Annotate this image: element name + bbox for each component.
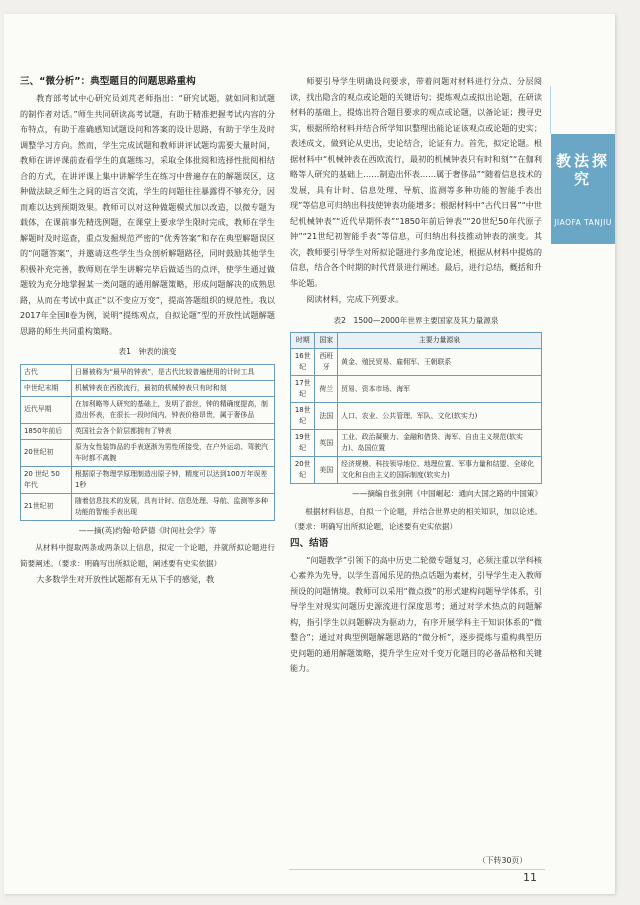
- table-clock-evolution: [20, 364, 275, 521]
- table1-desc-cell: 英国社会各个阶层都拥有了钟表: [72, 423, 275, 439]
- table2-country-cell: 西班牙: [315, 349, 338, 376]
- body-paragraph: 教育部考试中心研究员刘芃老师指出：“研究试题，就如同和试题的制作者对话。”师生共同研读高考试题，有助于精准把握考试内容的分布特点，有助于准确感知试题设问和答案的设计思路，有助于学生及时调整学习方向。然而，学生完成试题和教师讲评试题均需要大量时间，教师在讲评课前查看学生的真题练习，采取全体批阅和选择性批阅相结合的方式，在讲评课上集中讲解学生在练习中普遍存在的解题误区，这种做法缺乏师生之间的语言交流，学生的问题往往暴露得不够充分，因而难以达到预期效果。教师可以对这种做题模式加以改造，以微专题为载体，在课前事先精选例题，在课堂上要求学生限时完成，教师在学生解题时及时巡查，重点发掘规范严密的“优秀答案”和存在典型解题误区的“问题答案”，并邀请这些学生当众剖析解题路径，同时鼓励其他学生积极补充完善，教师则在学生讲解完毕后做适当的点评，使学生通过做题较为充分地掌握某一类问题的通用解题策略，形成问题解决的成熟思路，从而在考试中真正“以不变应万变”，提高答题组织的规范性。我以2017年全国Ⅱ卷为例，说明“提练观点，自拟论题”型的开放性试题解题思路的师生共同重构策略。: [20, 93, 275, 336]
- table2-country-cell: 荷兰: [315, 376, 338, 403]
- table2-row: [291, 349, 542, 376]
- table1-desc-cell: 根据原子物理学原理制造出原子钟，精度可以达到100万年误差1秒: [72, 466, 275, 493]
- conclusion-paragraph: “问题教学”引领下的高中历史二轮微专题复习，必须注重以学科核心素养为先导，以学生喜闻乐见的热点话题为素材，引导学生走入教师预设的问题情境。教师可以采用“微点拨”的形式建构问题导学体系，引导学生对现实问题历史源流进行深度思考；通过对学术热点的问题解构，指引学生以问题解决为驱动力，有序开展学科主干知识体系的“微整合”；通过对典型例题解题思路的“微分析”，逐步提炼与重构典型历史问题的通用解题策略，提升学生应对千变万化题目的必备品格和关键能力。: [290, 554, 542, 673]
- table1-era-cell: 古代: [21, 364, 72, 380]
- table1-era-cell: 20 世纪 50 年代: [21, 466, 72, 493]
- table1-era-cell: 1850年前后: [21, 423, 72, 439]
- table1-row: [21, 396, 275, 423]
- sidebar-divider: [550, 86, 615, 134]
- table2-country-cell: 美国: [315, 457, 338, 484]
- table1-source: ——摘(英)约翰·哈萨德《时间社会学》等: [78, 525, 217, 535]
- table2-source-cell: 黄金、殖民贸易、雇佣军、王朝联系: [338, 349, 542, 376]
- section-heading-3: 三、“微分析”：典型题目的问题思路重构: [20, 76, 196, 87]
- table1-row: [21, 466, 275, 493]
- table2-row: [291, 457, 542, 484]
- table1-era-cell: 中世纪末期: [21, 380, 72, 396]
- table2-source: ——摘编自张剑荆《中国崛起：通向大国之路的中国策》: [352, 489, 542, 498]
- read-prompt: 阅读材料，完成下列要求。: [306, 294, 404, 304]
- continued-note: （下转30页）: [478, 856, 527, 865]
- column-sidebar: [551, 134, 615, 244]
- table1-row: [21, 439, 275, 466]
- table2-period-cell: 18世纪: [291, 403, 315, 430]
- table2-row: [291, 403, 542, 430]
- table2-source-cell: 经济规模、科技领导地位、地理位置、军事力量和结盟、全球化文化和自由主义的国际制度(软实力): [338, 457, 542, 484]
- table2-period-cell: 19世纪: [291, 430, 315, 457]
- left-column: [20, 74, 275, 589]
- footer-rule: [289, 869, 545, 870]
- table2-country-cell: 英国: [315, 430, 338, 457]
- table2-period-cell: 20世纪: [291, 457, 315, 484]
- table1-era-cell: 近代早期: [21, 396, 72, 423]
- table1-desc-cell: 日晷被称为“最早的钟表”，是古代比较普遍使用的计时工具: [72, 364, 275, 380]
- table1-row: [21, 380, 275, 396]
- table1-desc-cell: 随着信息技术的发展，具有计时、信息处理、导航、监测等多种功能的智能手表出现: [72, 493, 275, 520]
- table2-period-cell: 16世纪: [291, 349, 315, 376]
- question-text: 从材料中提取两条或两条以上信息，拟定一个论题，并就所拟论题进行简要阐述。（要求：明确写出所拟论题，阐述要有史实依据）: [20, 543, 275, 568]
- journal-page: [4, 14, 615, 894]
- table2-caption: 表2 1500—2000年世界主要国家及其力量源泉: [333, 315, 499, 325]
- table2-header-country: 国家: [315, 333, 338, 349]
- page-number: 11: [523, 871, 537, 884]
- table2-source-cell: 人口、农业、公共管理、军队、文化(软实力): [338, 403, 542, 430]
- column-logo: 教法探究: [555, 152, 610, 188]
- table2-header-period: 时期: [291, 333, 315, 349]
- table1-era-cell: 21世纪初: [21, 493, 72, 520]
- right-column: [290, 74, 542, 678]
- body-paragraph-2: 大多数学生对开放性试题都有无从下手的感觉，教: [36, 574, 215, 584]
- table1-row: [21, 493, 275, 520]
- table2-row: [291, 430, 542, 457]
- table1-desc-cell: 原为女性装饰品的手表逐渐为男性所接受，在户外运动、驾驶汽车时都不离腕: [72, 439, 275, 466]
- table2-row: [291, 376, 542, 403]
- table1-caption: 表1 钟表的演变: [118, 347, 177, 356]
- table1-row: [21, 364, 275, 380]
- body-paragraph-right: 师要引导学生明确设问要求，带着问题对材料进行分点、分层阅读，找出隐含的观点或论题的关键语句；提炼观点或拟出论题，在研读材料的基础上，提炼出符合题目要求的观点或论题，以备论证；搜寻史实，根据所给材料并结合所学知识整理出能论证该观点或论题的史实；表述成文，做到论从史出，史论结合，论证有力。首先，拟定论题。根据材料中“机械钟表在西欧流行，最初的机械钟表只有时和刻”“在伽利略等人研究的基础上……制造出怀表……属于奢侈品”“随着信息技术的发展，具有计时、信息处理、导航、监测等多种功能的智能手表出现”等信息可归纳出科技使钟表功能增多；根据材料中“古代日晷”“中世纪机械钟表”“近代早期怀表”“1850年前后钟表”“20世纪50年代原子钟”“21世纪初智能手表”等信息，可归纳出科技推动钟表的演变。其次，教师要引导学生对所拟论题进行多角度论述，根据从材料中提炼的信息，结合各个时期的时代背景进行阐述。最后，进行总结，概括和升华论题。: [290, 76, 542, 288]
- table1-desc-cell: 机械钟表在西欧流行，最初的机械钟表只有时和刻: [72, 380, 275, 396]
- table2-source-cell: 贸易、资本市场、海军: [338, 376, 542, 403]
- table1-era-cell: 20世纪初: [21, 439, 72, 466]
- question-text-2: 根据材料信息，自拟一个论题，并结合世界史的相关知识，加以论述。（要求：明确写出所拟论题，论述要有史实依据）: [290, 506, 542, 531]
- table1-desc-cell: 在加利略等人研究的基础上，发明了游丝，钟的精确度提高，制造出怀表，在很长一段时间内，钟表价格昂贵，属于奢侈品: [72, 396, 275, 423]
- table1-row: [21, 423, 275, 439]
- table2-period-cell: 17世纪: [291, 376, 315, 403]
- column-subtitle: JIAOFA TANJIU: [554, 218, 612, 227]
- section-heading-4: 四、结语: [290, 537, 329, 549]
- table2-country-cell: 法国: [315, 403, 338, 430]
- table-world-powers: [290, 332, 542, 484]
- table2-header-source: 主要力量源泉: [338, 333, 542, 349]
- table2-source-cell: 工业、政治凝聚力、金融和借贷、海军、自由主义规范(软实力)、岛国位置: [338, 430, 542, 457]
